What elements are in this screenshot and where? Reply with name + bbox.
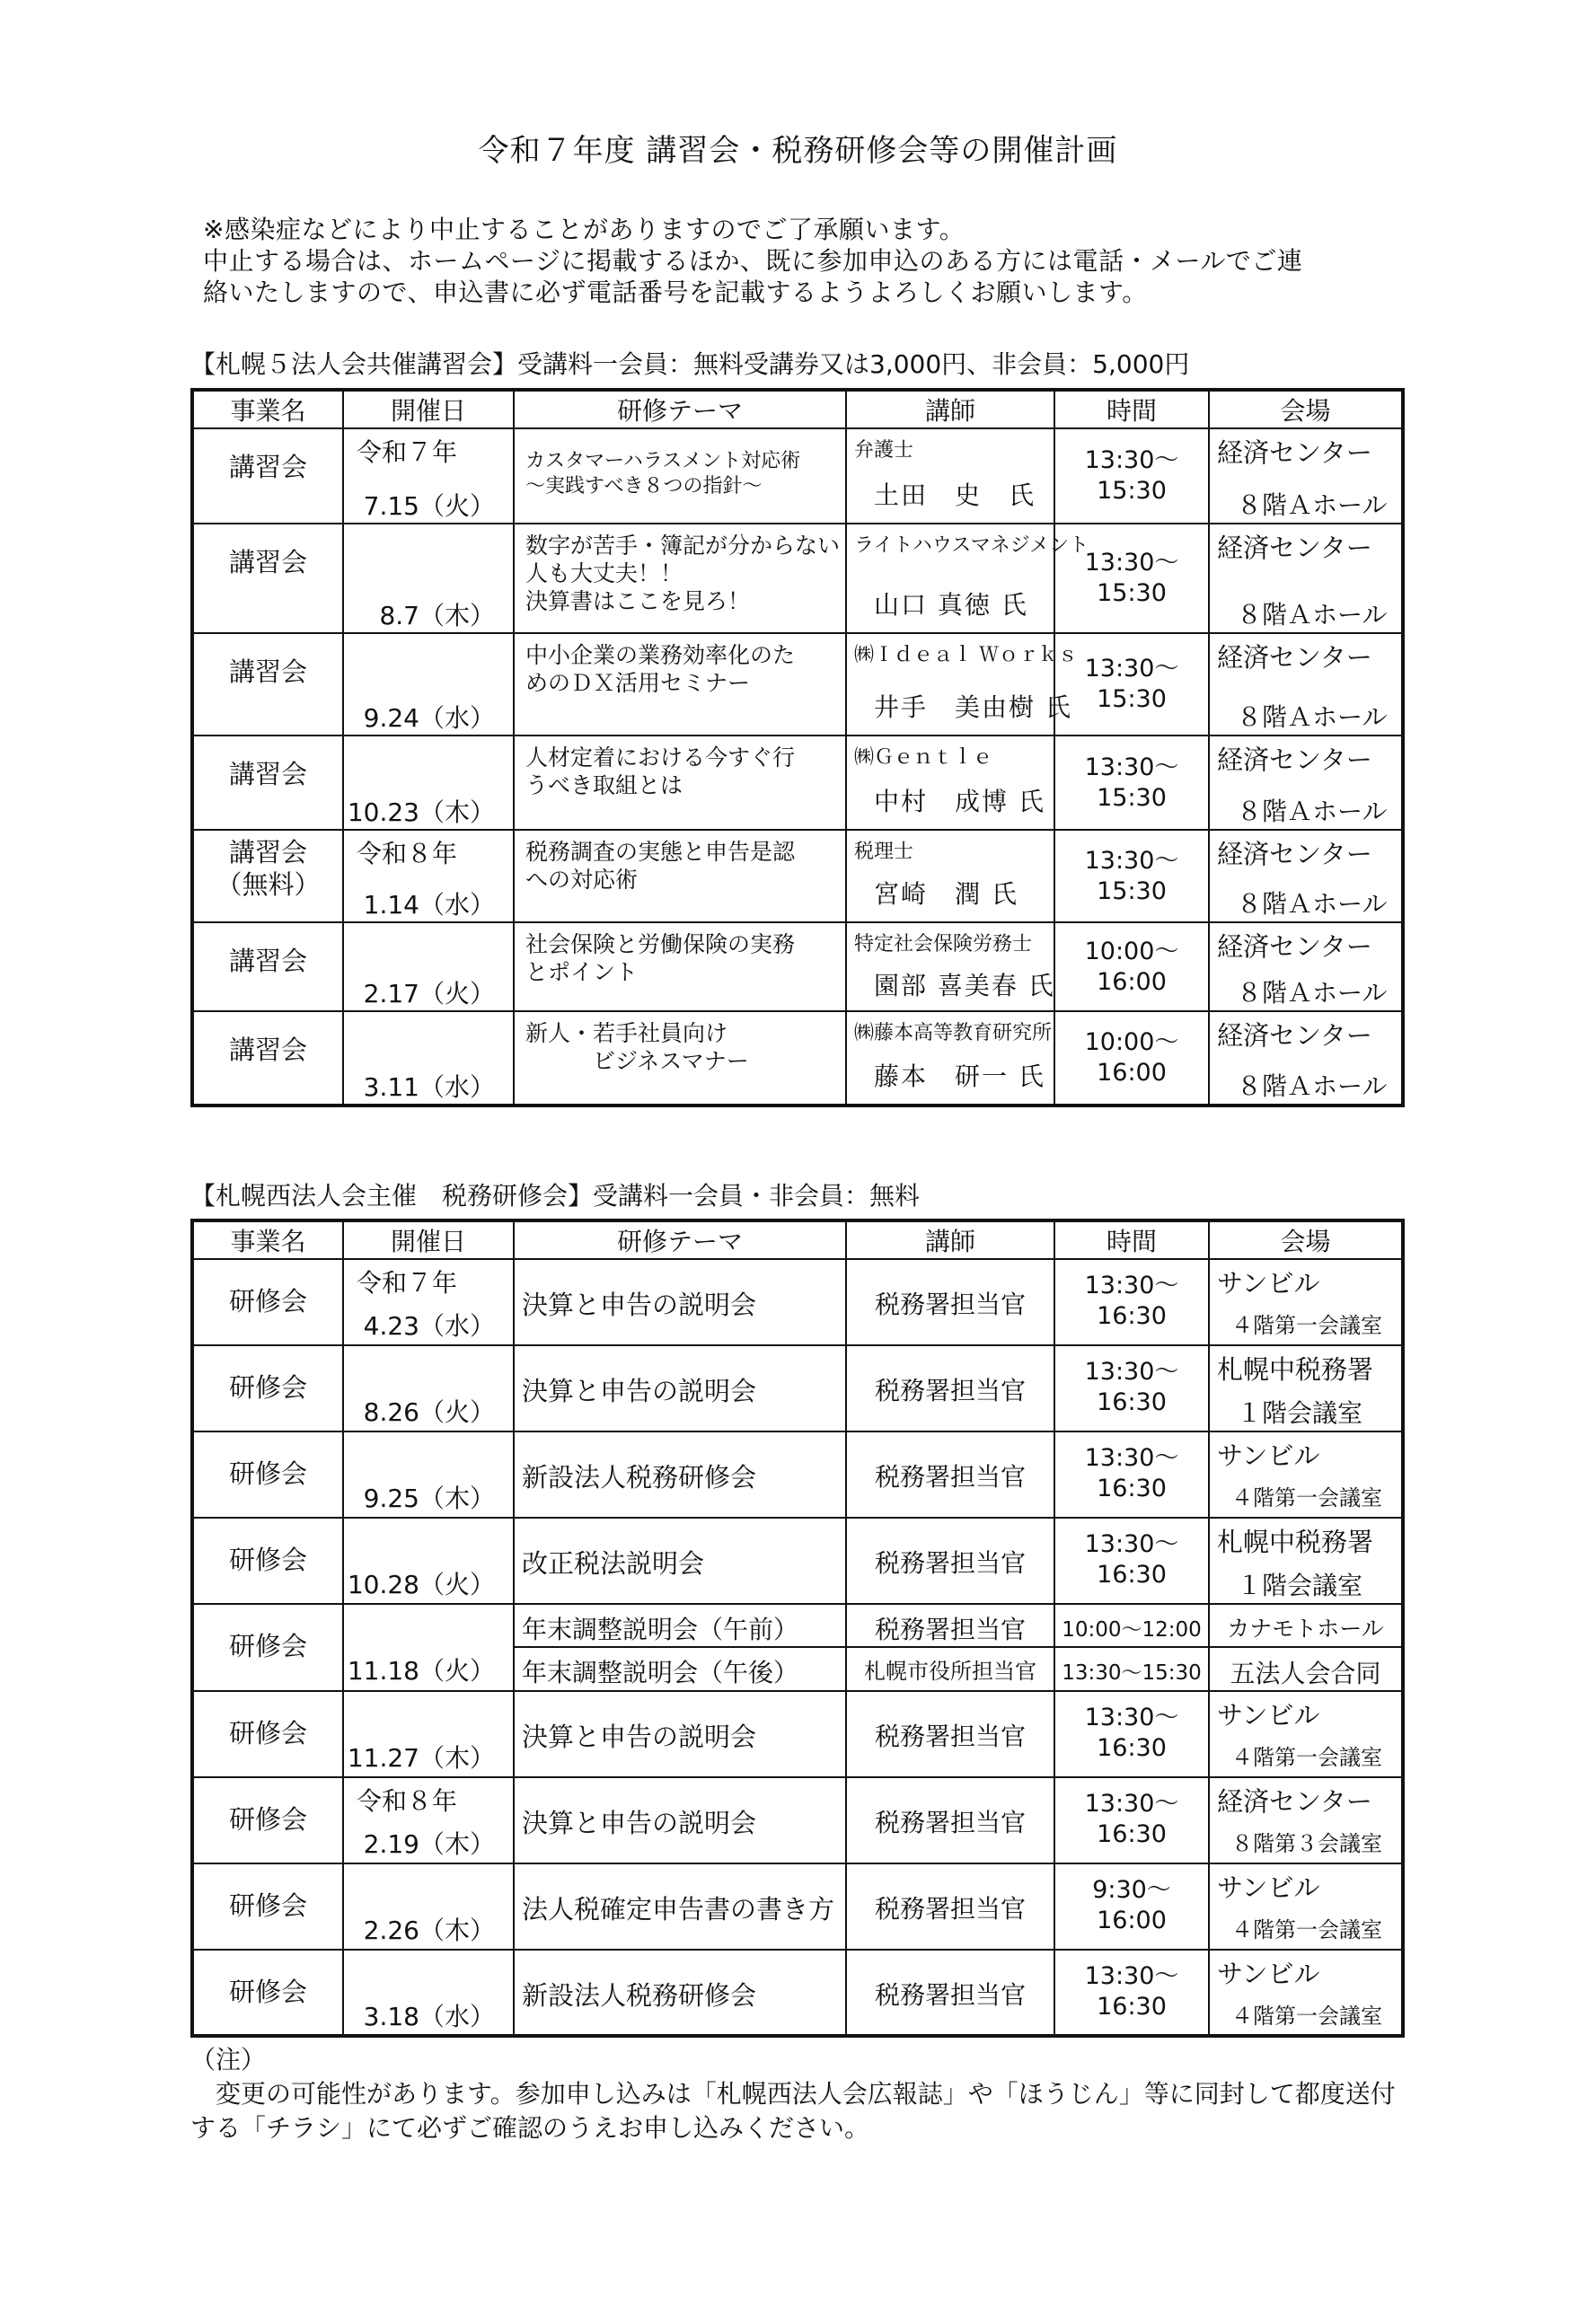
date-value: 2.17（火） [363,979,495,1009]
lecturer-name: 税務署担当官 [874,1462,1026,1492]
event-cell [192,428,343,524]
notice-line: 中止する場合は、ホームページに掲載するほか、既に参加申込のある方には電話・メールでご連 [203,246,1303,276]
date-cell [343,1345,514,1431]
lecturer-name: 藤本 研一 氏 [874,1061,1045,1091]
time-cell [1054,922,1209,1011]
date-year [344,1519,513,1558]
event-cell [192,1345,343,1431]
date-year [344,1432,513,1472]
lecturer-name: 税務署担当官 [874,1894,1026,1924]
table-header-row [192,390,1403,428]
col-header: 研修テーマ [514,390,846,428]
col-header: 事業名 [192,390,343,428]
event-cell [192,1518,343,1604]
time-cell [1054,1647,1209,1691]
date-year [344,1692,513,1731]
table-row [192,1011,1403,1105]
theme-text: 人材定着における今すぐ行 うべき取組とは [525,744,796,798]
venue-cell [1209,1259,1403,1345]
date-cell [343,1863,514,1950]
date-year [344,1951,513,1990]
theme-cell [514,830,846,922]
time-range: 13:30～15:30 [1062,1661,1202,1685]
date-cell [343,830,514,922]
theme-text: 社会保険と労働保険の実務 とポイント [525,931,796,985]
theme-cell [514,1604,846,1647]
lecturer-name: 山口 真徳 氏 [874,590,1028,620]
table-row [192,1604,1403,1647]
venue-name: サンビル [1217,1268,1320,1299]
date-year: 令和７年 [357,437,458,467]
theme-cell [514,1011,846,1105]
theme-cell [514,1950,846,2036]
col-header: 会場 [1209,1220,1403,1259]
event-name: 研修会 [228,1977,307,2007]
theme-text: 決算と申告の説明会 [522,1808,757,1838]
event-name: 講習会 [228,452,307,482]
venue-cell [1209,922,1403,1011]
date-value: 3.18（水） [363,2002,495,2031]
venue-cell [1209,524,1403,633]
lecturer-name: 税務署担当官 [874,1980,1026,2010]
date-year: 令和７年 [357,1268,458,1298]
venue-room: ８階Ａホール [1237,889,1388,919]
time-cell [1054,1518,1209,1604]
event-name: 講習会 [228,547,307,577]
date-value: 9.24（水） [363,703,495,733]
venue-room: ８階Ａホール [1237,600,1388,630]
date-value: 9.25（木） [363,1484,495,1513]
time-range: 10:00～ 16:00 [1084,938,1179,996]
venue-room: ８階Ａホール [1237,1071,1388,1101]
venue-cell [1209,428,1403,524]
event-name: 研修会 [228,1631,307,1661]
notice-line: ※感染症などにより中止することがありますのでご了承願います。 [203,215,966,244]
event-name: 研修会 [228,1458,307,1489]
date-cell [343,1431,514,1518]
time-range: 13:30～ 16:30 [1084,1962,1179,2021]
notice [203,214,1406,308]
venue-room: ８階Ａホール [1237,702,1388,732]
date-year [344,1346,513,1386]
lecturer-affiliation: ㈱Ｉｄｅａｌ Ｗｏｒｋｓ [854,644,1078,666]
event-name: 講習会 [228,1035,307,1065]
theme-text: 法人税確定申告書の書き方 [522,1894,835,1925]
venue-room: ８階第３会議室 [1231,1831,1382,1856]
venue-room: ８階Ａホール [1237,978,1388,1008]
table-row [192,1777,1403,1863]
event-name: 研修会 [228,1718,307,1748]
theme-text: 新人・若手社員向け ビジネスマナー [525,1020,749,1074]
venue-cell [1209,1345,1403,1431]
event-cell [192,830,343,922]
venue-cell [1209,736,1403,830]
lecturer-name: 中村 成博 氏 [874,787,1045,816]
venue-cell [1209,1777,1403,1863]
time-cell [1054,1431,1209,1518]
event-name: 講習会 [228,656,307,687]
event-name: 研修会 [228,1545,307,1575]
time-cell [1054,1777,1209,1863]
venue-room: ４階第一会議室 [1231,1485,1382,1511]
time-range: 13:30～ 16:30 [1084,1790,1179,1848]
table-row [192,1345,1403,1431]
date-cell [343,1691,514,1777]
time-range: 10:00～ 16:00 [1084,1028,1179,1087]
table-row [192,1518,1403,1604]
date-cell [343,1777,514,1863]
event-cell [192,1011,343,1105]
venue-cell [1209,633,1403,736]
event-cell [192,1950,343,2036]
venue-cell [1209,1863,1403,1950]
event-cell [192,633,343,736]
event-cell [192,1691,343,1777]
theme-text: 決算と申告の説明会 [522,1722,757,1752]
venue-cell [1209,1604,1403,1647]
venue-name: 経済センター [1217,1020,1372,1051]
theme-cell [514,1345,846,1431]
date-cell [343,1259,514,1345]
time-range: 13:30～ 16:30 [1084,1704,1179,1762]
table-row [192,830,1403,922]
theme-text: 決算と申告の説明会 [522,1376,757,1406]
lecturer-affiliation: ライトハウスマネジメント [854,534,1089,557]
venue-name: 経済センター [1217,437,1372,468]
table-row [192,1863,1403,1950]
date-cell [343,1604,514,1691]
lecturer-name: 税務署担当官 [874,1548,1026,1578]
note-label: （注） [190,2045,267,2074]
date-value: 11.18（火） [347,1656,495,1686]
date-value: 10.28（火） [347,1570,495,1599]
theme-text: 年末調整説明会（午後） [522,1658,799,1687]
time-range: 13:30～ 16:30 [1084,1444,1179,1502]
date-value: 7.15（火） [363,491,495,521]
venue-room: ８階Ａホール [1237,490,1388,520]
table-row [192,524,1403,633]
date-year [344,1864,513,1904]
theme-cell [514,633,846,736]
date-year [344,736,513,776]
event-name: 研修会 [228,1890,307,1921]
venue-cell [1209,1691,1403,1777]
theme-text: カスタマーハラスメント対応術 ～実践すべき８つの指針～ [525,450,801,498]
event-note: （無料） [216,869,321,900]
venue-room: １階会議室 [1237,1398,1363,1428]
date-year [344,1012,513,1052]
date-cell [343,633,514,736]
event-name: 講習会 [228,946,307,976]
lecturer-cell [846,830,1054,922]
event-name: 研修会 [228,1804,307,1835]
theme-text: 新設法人税務研修会 [522,1462,757,1493]
date-year [344,524,513,564]
col-header: 講師 [846,390,1054,428]
date-value: 4.23（水） [363,1311,495,1341]
date-year: 令和８年 [357,839,458,868]
section1-heading: 【札幌５法人会共催講習会】受講料一会員：無料受講券又は3,000円、非会員：5,000円 [190,349,1190,379]
lecturer-cell [846,736,1054,830]
time-range: 9:30～ 16:00 [1092,1876,1171,1934]
time-range: 13:30～ 16:30 [1084,1358,1179,1416]
time-cell [1054,1345,1209,1431]
venue-name: サンビル [1217,1440,1320,1471]
time-cell [1054,1604,1209,1647]
time-range: 13:30～ 15:30 [1084,655,1179,713]
theme-text: 税務調査の実態と申告是認 への対応術 [525,839,796,893]
theme-cell [514,1691,846,1777]
venue-cell [1209,1518,1403,1604]
venue-cell [1209,1950,1403,2036]
lecturer-cell [846,1863,1054,1950]
lecturer-cell [846,1518,1054,1604]
venue-cell [1209,1011,1403,1105]
time-range: 13:30～ 15:30 [1084,847,1179,905]
venue-name: サンビル [1217,1959,1320,1989]
lecturer-cell [846,1691,1054,1777]
time-cell [1054,1691,1209,1777]
time-range: 13:30～ 16:30 [1084,1530,1179,1589]
venue-name: サンビル [1217,1700,1320,1731]
event-name: 研修会 [228,1372,307,1403]
venue-room: ８階Ａホール [1237,797,1388,826]
time-range: 10:00～12:00 [1062,1618,1202,1642]
time-cell [1054,1950,1209,2036]
table-row [192,633,1403,736]
date-cell [343,524,514,633]
lecturer-cell [846,633,1078,736]
lecturer-name: 井手 美由樹 氏 [874,692,1072,722]
lecturer-name: 税務署担当官 [874,1722,1026,1751]
lecturer-cell [846,1777,1054,1863]
col-header: 時間 [1054,1220,1209,1259]
table-row [192,1691,1403,1777]
venue-cell [1209,1431,1403,1518]
date-cell [343,922,514,1011]
table-row [192,1431,1403,1518]
date-value: 8.7（木） [379,601,495,630]
venue-name: 経済センター [1217,931,1372,962]
lecturer-cell [846,1647,1054,1691]
lecturer-cell [846,1950,1054,2036]
seminar-table [190,388,1405,1107]
venue-name: 経済センター [1217,533,1372,563]
theme-cell [514,1518,846,1604]
lecturer-cell [846,922,1054,1011]
venue-room: １階会議室 [1237,1571,1363,1600]
note [190,2043,1412,2145]
venue-name: 経済センター [1217,642,1372,673]
col-header: 開催日 [343,1220,514,1259]
theme-text: 新設法人税務研修会 [522,1980,757,2011]
theme-cell [514,428,846,524]
col-header: 会場 [1209,390,1403,428]
time-range: 13:30～ 15:30 [1084,446,1179,505]
time-range: 13:30～ 16:30 [1084,1272,1179,1330]
date-year: 令和８年 [357,1786,458,1816]
page-title: 令和７年度 講習会・税務研修会等の開催計画 [478,133,1118,169]
theme-cell [514,1863,846,1950]
venue-cell [1209,830,1403,922]
event-cell [192,524,343,633]
table-header-row [192,1220,1403,1259]
lecturer-cell [846,1431,1054,1518]
theme-text: 年末調整説明会（午前） [522,1615,799,1644]
date-year [344,634,513,674]
venue-name: サンビル [1217,1872,1320,1903]
notice-line: 絡いたしますので、申込書に必ず電話番号を記載するようよろしくお願いします。 [203,277,1148,307]
lecturer-name: 宮崎 潤 氏 [874,879,1018,909]
venue-name: 経済センター [1217,744,1372,775]
venue-room: ４階第一会議室 [1231,1745,1382,1770]
venue-room: ４階第一会議室 [1231,1313,1382,1338]
date-value: 3.11（水） [363,1072,495,1102]
date-value: 2.26（木） [363,1916,495,1945]
table-row [192,922,1403,1011]
lecturer-cell [846,524,1089,633]
date-value: 10.23（木） [347,797,495,827]
event-name: 研修会 [228,1286,307,1317]
lecturer-name: 札幌市役所担当官 [864,1659,1036,1684]
date-cell [343,1518,514,1604]
theme-text: 数字が苦手・簿記が分からない 人も大丈夫！！ 決算書はここを見ろ！ [525,533,841,614]
venue-name: カナモトホール [1227,1616,1384,1642]
time-cell [1054,736,1209,830]
time-cell [1054,830,1209,922]
lecturer-name: 税務署担当官 [874,1376,1026,1405]
theme-cell [514,1259,846,1345]
date-value: 2.19（木） [363,1829,495,1859]
lecturer-cell [846,428,1054,524]
lecturer-affiliation: 弁護士 [854,439,914,462]
venue-room: ４階第一会議室 [1231,1917,1382,1942]
note-text: 変更の可能性があります。参加申し込みは「札幌西法人会広報誌」や「ほうじん」等に同封して都度送付する「チラシ」にて必ずご確認のうえお申し込みください。 [190,2079,1396,2143]
time-cell [1054,1863,1209,1950]
theme-text: 中小企業の業務効率化のた めのＤＸ活用セミナー [525,642,796,696]
col-header: 時間 [1054,390,1209,428]
event-cell [192,1863,343,1950]
date-cell [343,736,514,830]
table-row [192,428,1403,524]
lecturer-cell [846,1345,1054,1431]
date-year [344,923,513,963]
theme-text: 改正税法説明会 [522,1548,705,1579]
lecturer-name: 土田 史 氏 [874,480,1036,510]
date-cell [343,428,514,524]
date-value: 1.14（水） [363,890,495,920]
date-cell [343,1950,514,2036]
venue-name: 札幌中税務署 [1217,1527,1374,1557]
venue-room: ４階第一会議室 [1231,2004,1382,2029]
theme-text: 決算と申告の説明会 [522,1290,757,1320]
col-header: 事業名 [192,1220,343,1259]
lecturer-name: 税務署担当官 [874,1290,1026,1319]
lecturer-cell [846,1011,1054,1105]
venue-name: 経済センター [1217,839,1372,869]
table-row [192,736,1403,830]
col-header: 開催日 [343,390,514,428]
theme-cell [514,1431,846,1518]
lecturer-affiliation: 特定社会保険労務士 [854,933,1033,956]
theme-cell [514,1777,846,1863]
venue-name: 五法人会合同 [1230,1659,1381,1688]
event-cell [192,1431,343,1518]
lecturer-affiliation: 税理士 [854,841,914,863]
col-header: 講師 [846,1220,1054,1259]
lecturer-affiliation: ㈱Ｇｅｎｔｌｅ [854,746,993,769]
event-cell [192,736,343,830]
theme-cell [514,922,846,1011]
time-cell [1054,1011,1209,1105]
time-cell [1054,1259,1209,1345]
venue-name: 経済センター [1217,1786,1372,1817]
theme-cell [514,1647,846,1691]
event-name: 講習会 [228,837,307,868]
theme-cell [514,524,846,633]
event-cell [192,1604,343,1691]
lecturer-affiliation: ㈱藤本高等教育研究所 [854,1022,1053,1044]
theme-cell [514,736,846,830]
event-cell [192,1259,343,1345]
lecturer-name: 税務署担当官 [874,1615,1026,1644]
venue-cell [1209,1647,1403,1691]
date-value: 8.26（火） [363,1397,495,1427]
event-cell [192,1777,343,1863]
section2-heading: 【札幌西法人会主催 税務研修会】受講料一会員・非会員：無料 [190,1181,921,1211]
date-value: 11.27（木） [347,1743,495,1773]
time-range: 13:30～ 15:30 [1084,549,1179,607]
lecturer-name: 園部 喜美春 氏 [874,971,1055,1000]
table-row [192,1950,1403,2036]
table-row [192,1259,1403,1345]
time-cell [1054,428,1209,524]
tax-seminar-table [190,1219,1405,2038]
event-cell [192,922,343,1011]
lecturer-cell [846,1604,1054,1647]
time-range: 13:30～ 15:30 [1084,753,1179,812]
lecturer-cell [846,1259,1054,1345]
col-header: 研修テーマ [514,1220,846,1259]
date-cell [343,1011,514,1105]
lecturer-name: 税務署担当官 [874,1808,1026,1837]
venue-name: 札幌中税務署 [1217,1354,1374,1385]
event-name: 講習会 [228,759,307,789]
